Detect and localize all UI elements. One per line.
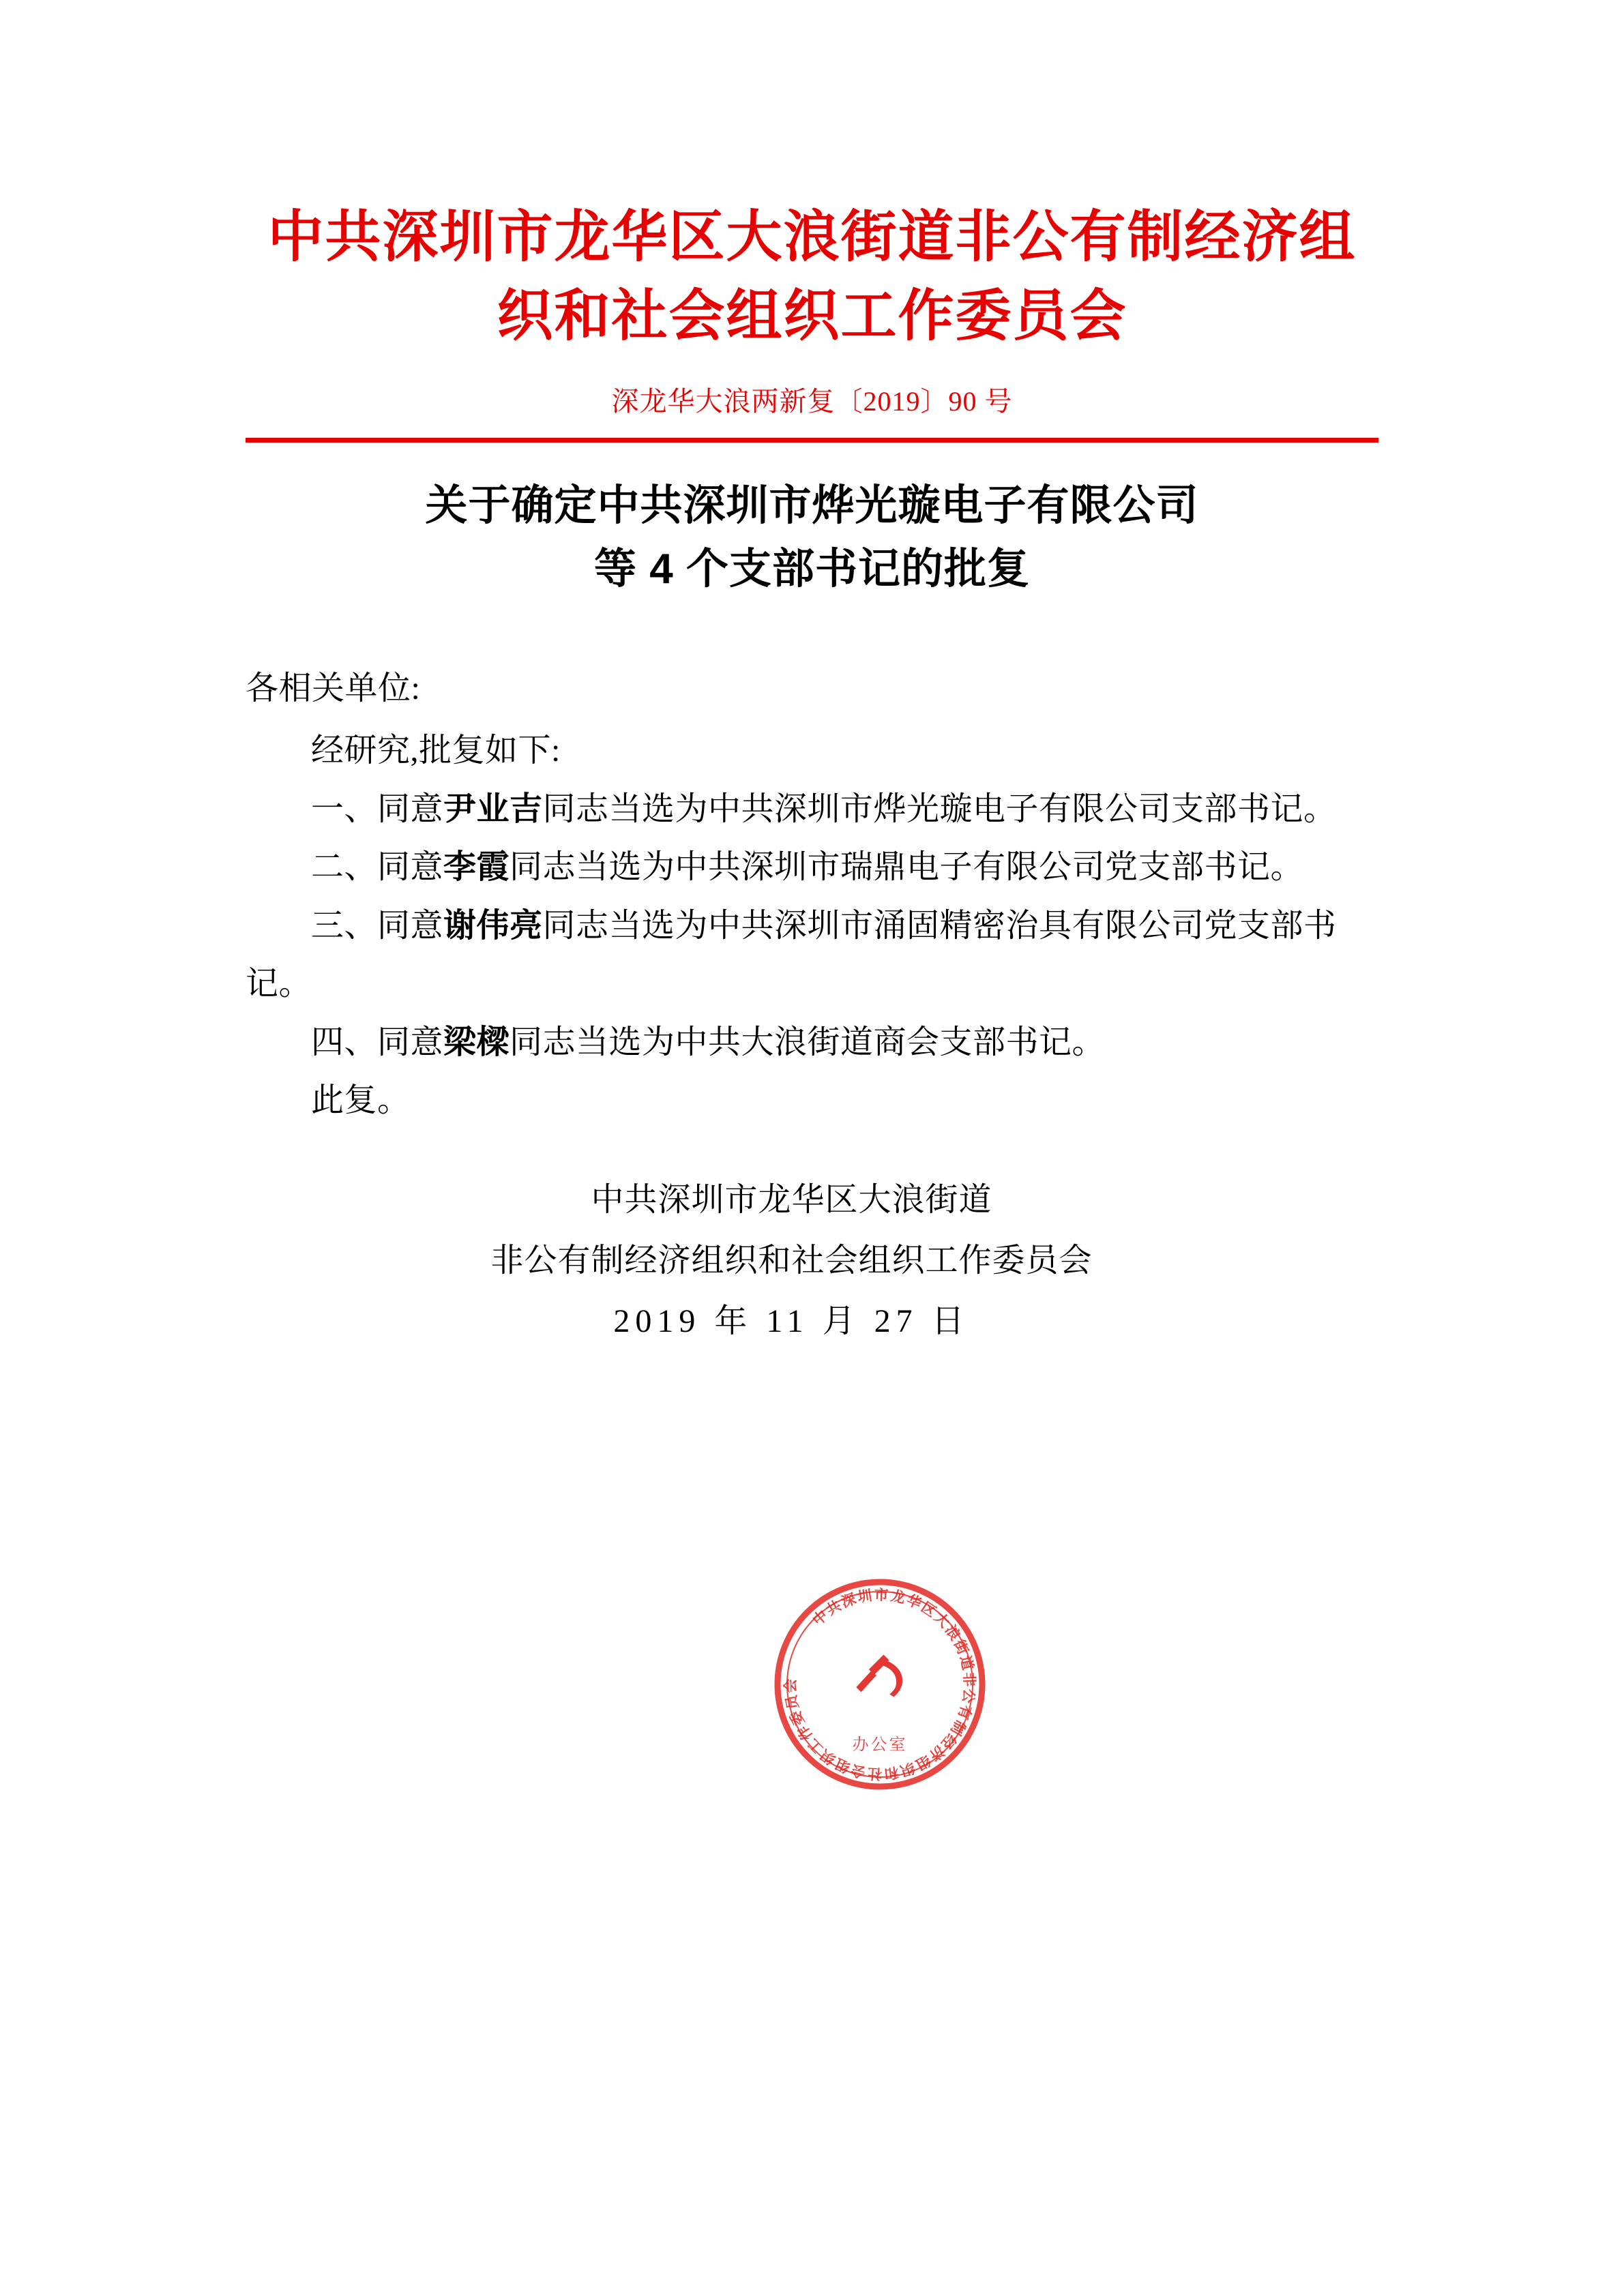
resolution-item-3: [246, 897, 1378, 1013]
item-3-prefix: 三、同意: [311, 907, 444, 944]
salutation: 各相关单位:: [246, 670, 421, 706]
item-2-prefix: 二、同意: [311, 849, 444, 886]
page-title: [246, 474, 1378, 601]
page-title-line-1: 关于确定中共深圳市烨光璇电子有限公司: [425, 481, 1199, 529]
document-body: [246, 659, 1378, 1130]
item-2-person-name: 李霞: [443, 849, 510, 886]
item-4-suffix: 同志当选为中共大浪街道商会支部书记。: [510, 1024, 1106, 1060]
seal-inner-text: 办公室: [852, 1735, 908, 1754]
document-number: 深龙华大浪两新复〔2019〕90 号: [611, 385, 1013, 417]
item-1-prefix: 一、同意: [311, 790, 444, 827]
official-seal-icon: [771, 1575, 989, 1793]
signature-block: [246, 1170, 1378, 1352]
issuing-organization-title: [246, 198, 1378, 357]
org-title-line-1: 中共深圳市龙华区大浪街道非公有制经济组: [267, 206, 1357, 268]
svg-text:中共深圳市龙华区大浪街道非公有制经济组织和社会组织工作委员会: 中共深圳市龙华区大浪街道非公有制经济组织和社会组织工作委员会: [782, 1587, 977, 1782]
intro-paragraph: 经研究,批复如下:: [311, 732, 561, 769]
resolution-item-1: [246, 780, 1378, 838]
item-3-person-name: 谢伟亮: [443, 907, 543, 944]
resolution-item-4: [246, 1013, 1378, 1071]
red-divider-rule: [246, 438, 1378, 443]
closing-line: 此复。: [311, 1082, 411, 1118]
item-4-prefix: 四、同意: [311, 1024, 444, 1060]
document-header: [246, 0, 1378, 443]
page-title-line-2: 等 4 个支部书记的批复: [594, 545, 1030, 593]
resolution-item-2: [246, 838, 1378, 896]
item-4-person-name: 梁樑: [443, 1024, 510, 1060]
item-2-suffix: 同志当选为中共深圳市瑞鼎电子有限公司党支部书记。: [510, 849, 1304, 886]
org-title-line-2: 织和社会组织工作委员会: [497, 285, 1127, 348]
signature-org-line-1: 中共深圳市龙华区大浪街道: [591, 1182, 992, 1219]
signature-date: 2019 年 11 月 27 日: [613, 1302, 970, 1339]
item-1-suffix: 同志当选为中共深圳市烨光璇电子有限公司支部书记。: [542, 790, 1337, 827]
signature-org-line-2: 非公有制经济组织和社会组织工作委员会: [490, 1242, 1093, 1279]
item-3-suffix: 同志当选为中共深圳市涌固精密治具有限公司党支部书记。: [246, 907, 1337, 1002]
item-1-person-name: 尹业吉: [443, 790, 543, 827]
